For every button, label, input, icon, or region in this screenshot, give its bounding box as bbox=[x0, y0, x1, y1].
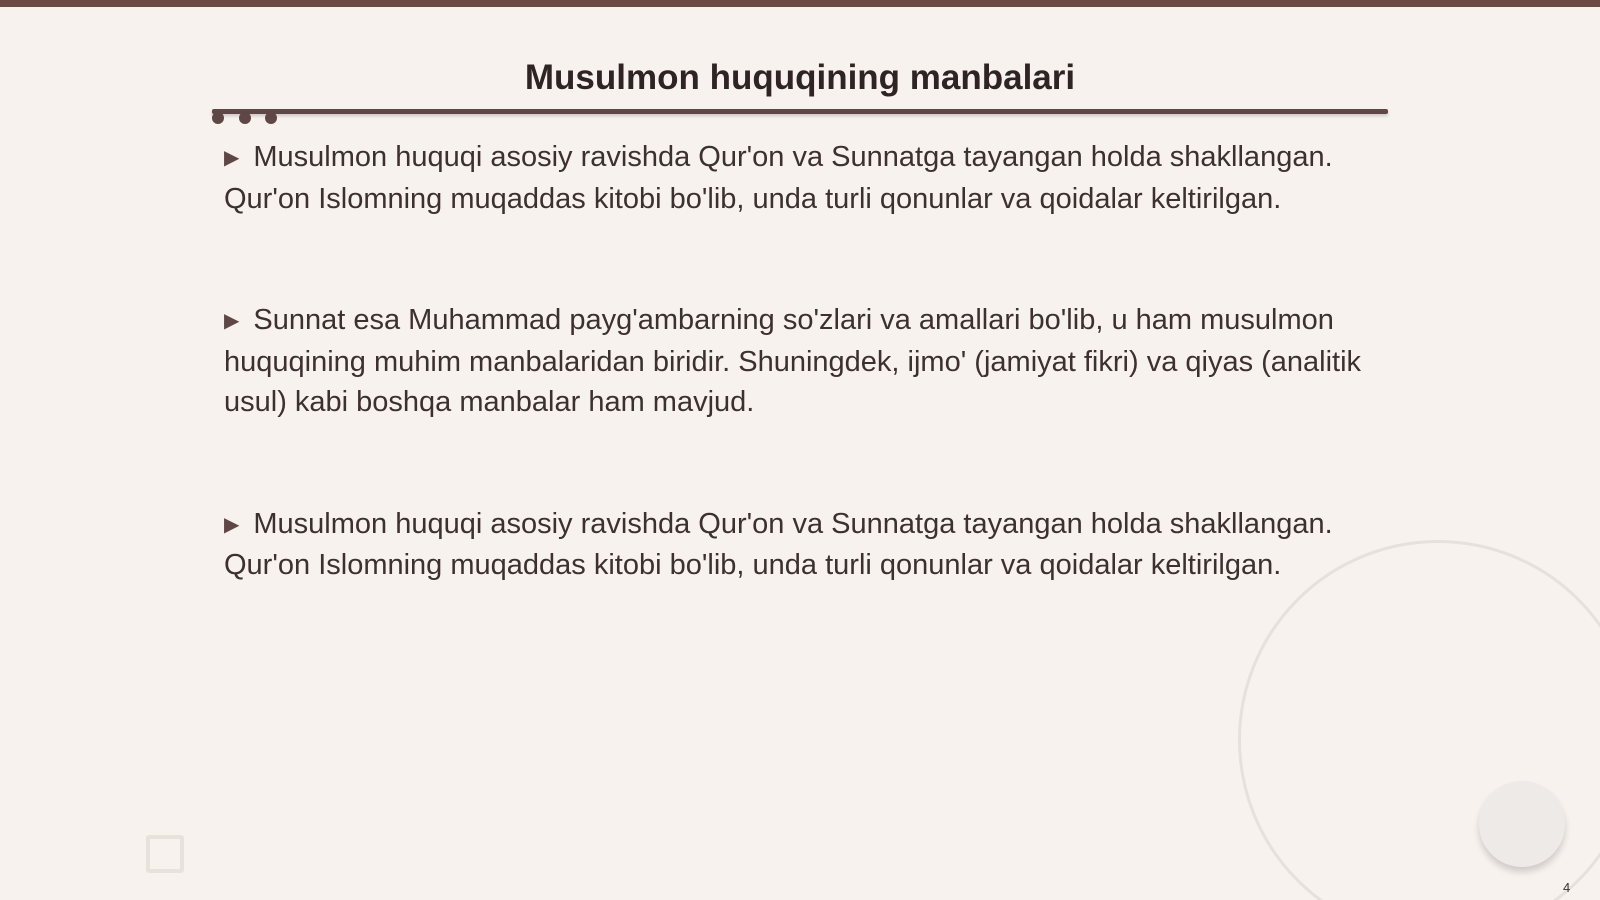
underline-dot-2 bbox=[239, 112, 251, 124]
bullet-item-2 bbox=[224, 300, 1374, 423]
underline-dot-3 bbox=[265, 112, 277, 124]
slide-title: Musulmon huquqining manbalari bbox=[524, 58, 1076, 97]
triangle-bullet-icon: ▶ bbox=[224, 147, 240, 169]
decorative-circle-filled bbox=[1479, 781, 1565, 867]
title-underline bbox=[212, 109, 1388, 114]
bullet-text: Musulmon huquqi asosiy ravishda Qur'on va Sunnatga tayangan holda shakllangan. Qur'on Islomning muqaddas kitobi bo'lib, unda turli qonunlar va qoidalar keltirilgan. bbox=[224, 141, 1333, 215]
bullet-text: Musulmon huquqi asosiy ravishda Qur'on va Sunnatga tayangan holda shakllangan. Qur'on Islomning muqaddas kitobi bo'lib, unda turli qonunlar va qoidalar keltirilgan. bbox=[224, 507, 1333, 581]
underline-dot-1 bbox=[212, 112, 224, 124]
page-number: 4 bbox=[1563, 880, 1571, 895]
bullet-text: Sunnat esa Muhammad payg'ambarning so'zlari va amallari bo'lib, u ham musulmon huquqining muhim manbalaridan biridir. Shuningdek, ijmo' (jamiyat fikri) va qiyas (analitik usul) kabi boshqa manbalar ham mavjud. bbox=[224, 304, 1362, 418]
top-accent-bar bbox=[0, 0, 1600, 7]
decorative-square bbox=[146, 835, 184, 873]
triangle-bullet-icon: ▶ bbox=[224, 513, 240, 536]
bullet-item-3 bbox=[224, 504, 1374, 586]
triangle-bullet-icon: ▶ bbox=[224, 310, 240, 332]
bullet-list bbox=[224, 137, 1374, 667]
bullet-item-1 bbox=[224, 137, 1374, 219]
